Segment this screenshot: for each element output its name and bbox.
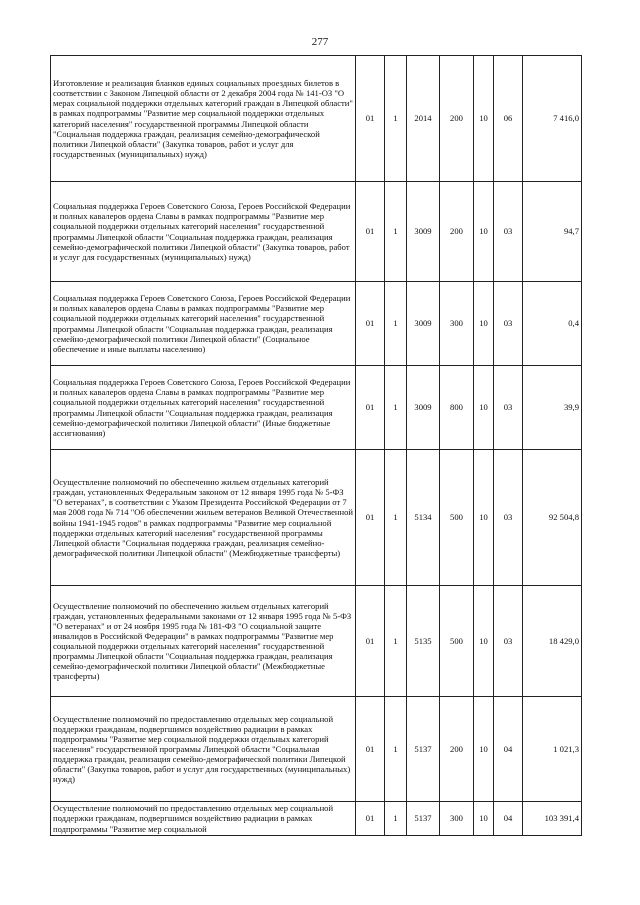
code-cell: 10 bbox=[474, 182, 494, 282]
code-cell: 200 bbox=[440, 182, 474, 282]
amount-cell: 1 021,3 bbox=[523, 697, 582, 802]
code-cell: 10 bbox=[474, 366, 494, 450]
code-cell: 5137 bbox=[407, 697, 440, 802]
row-description: Осуществление полномочий по обеспечению жильем отдельных категорий граждан, установленных Федеральным законом от 12 января 1995 года № 5-ФЗ "О ветеранах", в соответствии с Указом Президента Российской Федерации от 7 мая 2008 года № 714 "Об обеспечении жильем ветеранов Великой Отечественной войны 1941-1945 годов" в рамках подпрограммы "Развитие мер социальной поддержки отдельных категорий населения" государственной программы Липецкой области "Социальная поддержка граждан, реализация семейно-демографической политики Липецкой области" (Межбюджетные трансферты) bbox=[51, 450, 356, 586]
code-cell: 300 bbox=[440, 282, 474, 366]
code-cell: 1 bbox=[385, 697, 407, 802]
code-cell: 06 bbox=[494, 56, 523, 182]
amount-cell: 94,7 bbox=[523, 182, 582, 282]
amount-cell: 39,9 bbox=[523, 366, 582, 450]
amount-cell: 92 504,8 bbox=[523, 450, 582, 586]
code-cell: 01 bbox=[356, 182, 385, 282]
code-cell: 2014 bbox=[407, 56, 440, 182]
code-cell: 300 bbox=[440, 802, 474, 836]
row-description: Социальная поддержка Героев Советского Союза, Героев Российской Федерации и полных кавалеров ордена Славы в рамках подпрограммы "Развитие мер социальной поддержки отдельных категорий населения" государственной программы Липецкой области "Социальная поддержка граждан, реализация семейно-демографической политики Липецкой области" (Иные бюджетные ассигнования) bbox=[51, 366, 356, 450]
page-number: 277 bbox=[311, 36, 329, 48]
code-cell: 1 bbox=[385, 56, 407, 182]
code-cell: 10 bbox=[474, 282, 494, 366]
code-cell: 1 bbox=[385, 366, 407, 450]
amount-cell: 7 416,0 bbox=[523, 56, 582, 182]
code-cell: 04 bbox=[494, 802, 523, 836]
budget-table bbox=[50, 55, 582, 836]
amount-cell: 0,4 bbox=[523, 282, 582, 366]
code-cell: 500 bbox=[440, 586, 474, 697]
row-description: Социальная поддержка Героев Советского Союза, Героев Российской Федерации и полных кавалеров ордена Славы в рамках подпрограммы "Развитие мер социальной поддержки отдельных категорий населения" государственной программы Липецкой области "Социальная поддержка граждан, реализация семейно-демографической политики Липецкой области" (Закупка товаров, работ и услуг для государственных (муниципальных) нужд) bbox=[51, 182, 356, 282]
table-row bbox=[51, 182, 582, 282]
table-row bbox=[51, 282, 582, 366]
code-cell: 5137 bbox=[407, 802, 440, 836]
code-cell: 1 bbox=[385, 282, 407, 366]
code-cell: 03 bbox=[494, 366, 523, 450]
table-row bbox=[51, 802, 582, 836]
code-cell: 01 bbox=[356, 697, 385, 802]
code-cell: 500 bbox=[440, 450, 474, 586]
row-description: Изготовление и реализация бланков единых социальных проездных билетов в соответствии с Законом Липецкой области от 2 декабря 2004 года № 141-ОЗ "О мерах социальной поддержки отдельных категорий граждан в Липецкой области" в рамках подпрограммы "Развитие мер социальной поддержки отдельных категорий населения" государственной программы Липецкой области "Социальная поддержка граждан, реализация семейно-демографической политики Липецкой области" (Закупка товаров, работ и услуг для государственных (муниципальных) нужд) bbox=[51, 56, 356, 182]
table-row bbox=[51, 697, 582, 802]
code-cell: 5135 bbox=[407, 586, 440, 697]
code-cell: 1 bbox=[385, 182, 407, 282]
code-cell: 01 bbox=[356, 366, 385, 450]
table-row bbox=[51, 56, 582, 182]
code-cell: 1 bbox=[385, 450, 407, 586]
code-cell: 3009 bbox=[407, 182, 440, 282]
code-cell: 03 bbox=[494, 450, 523, 586]
row-description: Осуществление полномочий по предоставлению отдельных мер социальной поддержки гражданам, подвергшимся воздействию радиации в рамках подпрограммы "Развитие мер социальной поддержки отдельных категорий населения" государственной программы Липецкой области "Социальная поддержка граждан, реализация семейно-демографической политики Липецкой области" (Закупка товаров, работ и услуг для государственных (муниципальных) нужд) bbox=[51, 697, 356, 802]
code-cell: 10 bbox=[474, 586, 494, 697]
table-row bbox=[51, 366, 582, 450]
row-description: Осуществление полномочий по обеспечению жильем отдельных категорий граждан, установленных федеральными законами от 12 января 1995 года № 5-ФЗ "О ветеранах" и от 24 ноября 1995 года № 181-ФЗ "О социальной защите инвалидов в Российской Федерации" в рамках подпрограммы "Развитие мер социальной поддержки отдельных категорий населения" государственной программы Липецкой области "Социальная поддержка граждан, реализация семейно-демографической политики Липецкой области" (Межбюджетные трансферты) bbox=[51, 586, 356, 697]
table-row bbox=[51, 586, 582, 697]
amount-cell: 103 391,4 bbox=[523, 802, 582, 836]
code-cell: 03 bbox=[494, 182, 523, 282]
amount-cell: 18 429,0 bbox=[523, 586, 582, 697]
code-cell: 03 bbox=[494, 586, 523, 697]
code-cell: 03 bbox=[494, 282, 523, 366]
code-cell: 1 bbox=[385, 586, 407, 697]
code-cell: 3009 bbox=[407, 366, 440, 450]
row-description: Социальная поддержка Героев Советского Союза, Героев Российской Федерации и полных кавалеров ордена Славы в рамках подпрограммы "Развитие мер социальной поддержки отдельных категорий населения" государственной программы Липецкой области "Социальная поддержка граждан, реализация семейно-демографической политики Липецкой области" (Социальное обеспечение и иные выплаты населению) bbox=[51, 282, 356, 366]
table-row bbox=[51, 450, 582, 586]
code-cell: 10 bbox=[474, 56, 494, 182]
code-cell: 10 bbox=[474, 802, 494, 836]
code-cell: 01 bbox=[356, 450, 385, 586]
code-cell: 5134 bbox=[407, 450, 440, 586]
code-cell: 200 bbox=[440, 697, 474, 802]
code-cell: 200 bbox=[440, 56, 474, 182]
code-cell: 3009 bbox=[407, 282, 440, 366]
code-cell: 01 bbox=[356, 56, 385, 182]
code-cell: 1 bbox=[385, 802, 407, 836]
code-cell: 01 bbox=[356, 802, 385, 836]
code-cell: 04 bbox=[494, 697, 523, 802]
code-cell: 01 bbox=[356, 282, 385, 366]
code-cell: 10 bbox=[474, 450, 494, 586]
code-cell: 10 bbox=[474, 697, 494, 802]
code-cell: 800 bbox=[440, 366, 474, 450]
row-description: Осуществление полномочий по предоставлению отдельных мер социальной поддержки гражданам, подвергшимся воздействию радиации в рамках подпрограммы "Развитие мер социальной bbox=[51, 802, 356, 836]
code-cell: 01 bbox=[356, 586, 385, 697]
budget-table-body bbox=[51, 56, 582, 836]
